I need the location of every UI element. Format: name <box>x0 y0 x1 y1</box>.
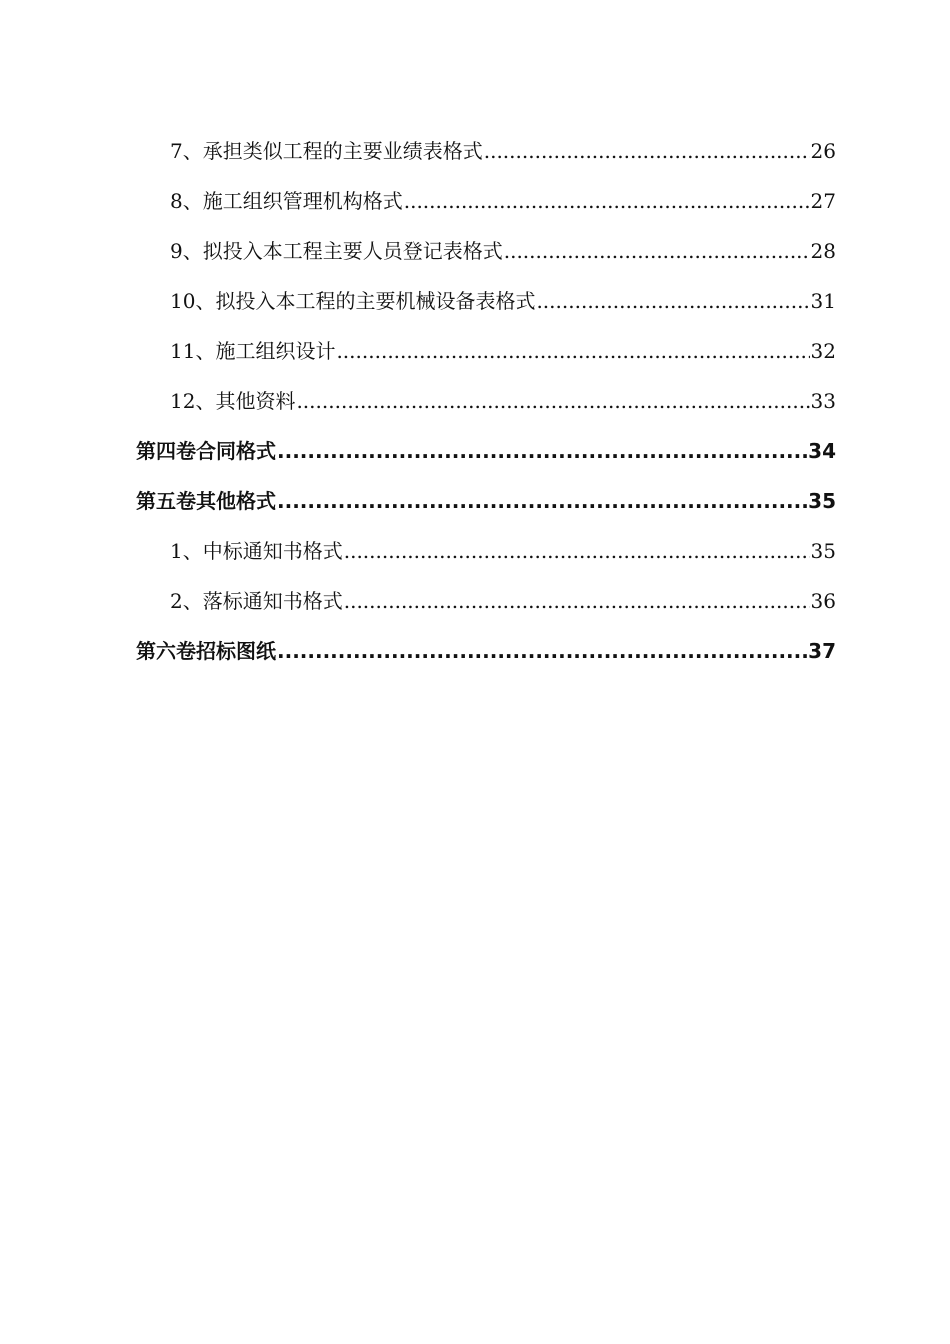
toc-page-number: 37 <box>808 639 836 663</box>
toc-page-number: 34 <box>808 439 836 463</box>
toc-volume-number: 第五卷 <box>136 489 196 513</box>
toc-volume-number: 第四卷 <box>136 439 196 463</box>
toc-dot-leader <box>277 476 807 526</box>
toc-dot-leader <box>536 276 809 326</box>
toc-page-number: 27 <box>810 189 836 213</box>
toc-dot-leader <box>277 626 807 676</box>
toc-entry-title: 8、施工组织管理机构格式 <box>170 189 403 213</box>
toc-page-number: 28 <box>810 239 836 263</box>
toc-entry[interactable] <box>136 376 836 426</box>
toc-entry[interactable] <box>136 226 836 276</box>
toc-dot-leader <box>344 526 810 576</box>
toc-volume-title: 合同格式 <box>196 439 276 463</box>
toc-entry[interactable] <box>136 126 836 176</box>
toc-page-number: 26 <box>810 139 836 163</box>
toc-entry-title: 7、承担类似工程的主要业绩表格式 <box>170 139 483 163</box>
toc-dot-leader <box>404 176 810 226</box>
toc-page-number: 31 <box>810 289 836 313</box>
toc-dot-leader <box>277 426 807 476</box>
toc-volume-entry[interactable] <box>136 626 836 676</box>
toc-entry[interactable] <box>136 526 836 576</box>
toc-volume-entry[interactable] <box>136 426 836 476</box>
toc-entry-title: 10、拟投入本工程的主要机械设备表格式 <box>170 289 536 313</box>
table-of-contents <box>136 126 836 676</box>
toc-entry[interactable] <box>136 276 836 326</box>
toc-volume-title: 招标图纸 <box>196 639 276 663</box>
toc-volume-entry[interactable] <box>136 476 836 526</box>
toc-entry[interactable] <box>136 576 836 626</box>
toc-volume-number: 第六卷 <box>136 639 196 663</box>
toc-page-number: 32 <box>810 339 836 363</box>
toc-page-number: 36 <box>810 589 836 613</box>
toc-dot-leader <box>504 226 810 276</box>
toc-entry-title: 2、落标通知书格式 <box>170 589 343 613</box>
toc-entry[interactable] <box>136 326 836 376</box>
toc-dot-leader <box>344 576 810 626</box>
toc-page-number: 35 <box>810 539 836 563</box>
toc-dot-leader <box>484 126 810 176</box>
toc-entry-title: 11、施工组织设计 <box>170 339 336 363</box>
toc-volume-title: 其他格式 <box>196 489 276 513</box>
toc-entry-title: 1、中标通知书格式 <box>170 539 343 563</box>
toc-dot-leader <box>336 326 809 376</box>
toc-dot-leader <box>296 376 809 426</box>
toc-entry-title: 9、拟投入本工程主要人员登记表格式 <box>170 239 503 263</box>
toc-page-number: 33 <box>810 389 836 413</box>
toc-entry-title: 12、其他资料 <box>170 389 296 413</box>
toc-entry[interactable] <box>136 176 836 226</box>
toc-page-number: 35 <box>808 489 836 513</box>
